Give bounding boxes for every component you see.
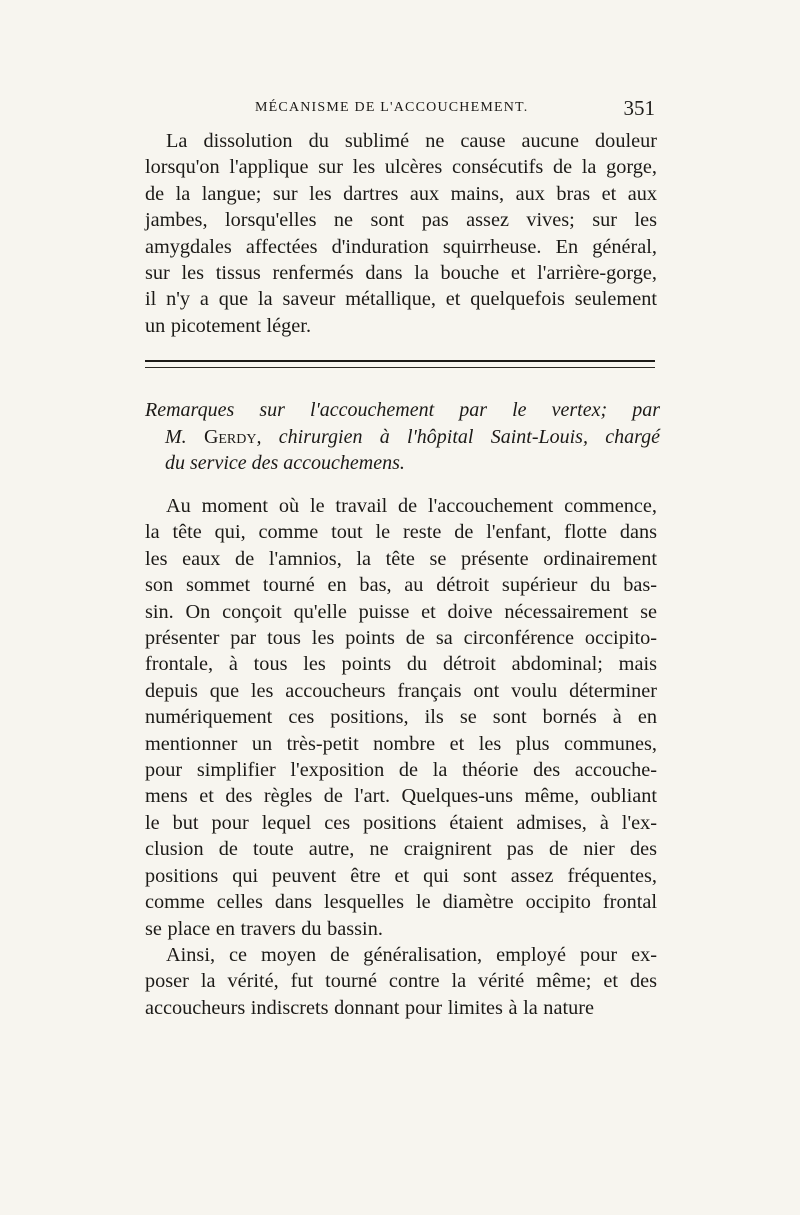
text-line: lorsqu'on l'applique sur les ulcères consécutifs de la gorge, [145,156,657,179]
text-line: Ainsi, ce moyen de généralisation, employé pour ex- [166,943,657,966]
text-line: les eaux de l'amnios, la tête se présente ordinairement [145,547,657,570]
text-line: depuis que les accoucheurs français ont voulu déterminer [145,679,657,702]
heading-line: Remarques sur l'accouchement par le vertex; par [145,399,660,421]
author-name: Gerdy [203,425,257,448]
page-number: 351 [623,96,655,120]
text-line: La dissolution du sublimé ne cause aucune douleur [166,130,657,152]
text-line: mens et des règles de l'art. Quelques-uns même, oubliant [145,785,657,808]
text-line: Au moment où le travail de l'accouchement commence, [166,495,657,517]
text-line: comme celles dans lesquelles le diamètre occipito frontal [145,891,657,914]
paragraph-vertex [145,493,657,1021]
author-prefix: M. [165,425,187,448]
text-line: pour simplifier l'exposition de la théorie des accouche- [145,759,657,782]
heading-line [145,424,660,451]
text-line: jambes, lorsqu'elles ne sont pas assez vives; sur les [145,209,657,232]
text-line: clusion de toute autre, ne craignirent pas de nier des [145,838,657,861]
text-line: présenter par tous les points de sa circonférence occipito- [145,627,657,650]
text-line: de la langue; sur les dartres aux mains, aux bras et aux [145,182,657,205]
text-line: mentionner un très-petit nombre et les plus communes, [145,732,657,755]
text-line: poser la vérité, fut tourné contre la vérité même; et des [145,970,657,993]
text-line: un picotement léger. [145,314,312,337]
text-line: amygdales affectées d'induration squirrheuse. En général, [145,235,657,258]
text-line: il n'y a que la saveur métallique, et quelquefois seulement [145,288,657,311]
text-line: sur les tissus renfermés dans la bouche et l'arrière-gorge, [145,262,657,285]
text-line: se place en travers du bassin. [145,917,383,940]
text-line: accoucheurs indiscrets donnant pour limites à la nature [145,996,594,1019]
running-head [145,96,657,126]
text-line: la tête qui, comme tout le reste de l'enfant, flotte dans [145,521,657,544]
running-title: MÉCANISME DE L'ACCOUCHEMENT. [255,100,529,115]
paragraph-sublime [145,128,657,339]
text-line: positions qui peuvent être et qui sont assez fréquentes, [145,864,657,887]
heading-line: du service des accouchemens. [165,452,405,474]
author-affiliation: , chirurgien à l'hôpital Saint-Louis, chargé [256,425,661,448]
text-line: numériquement ces positions, ils se sont bornés à en [145,706,657,729]
text-line: frontale, à tous les points du détroit abdominal; mais [145,653,657,676]
article-heading [145,397,660,477]
text-line: le but pour lequel ces positions étaient admises, à l'ex- [145,811,657,834]
text-line: son sommet tourné en bas, au détroit supérieur du bas- [145,574,657,597]
section-divider [145,360,657,372]
text-line: sin. On conçoit qu'elle puisse et doive nécessairement se [145,600,657,623]
divider-thick-rule [145,360,655,362]
divider-thin-rule [145,367,655,368]
